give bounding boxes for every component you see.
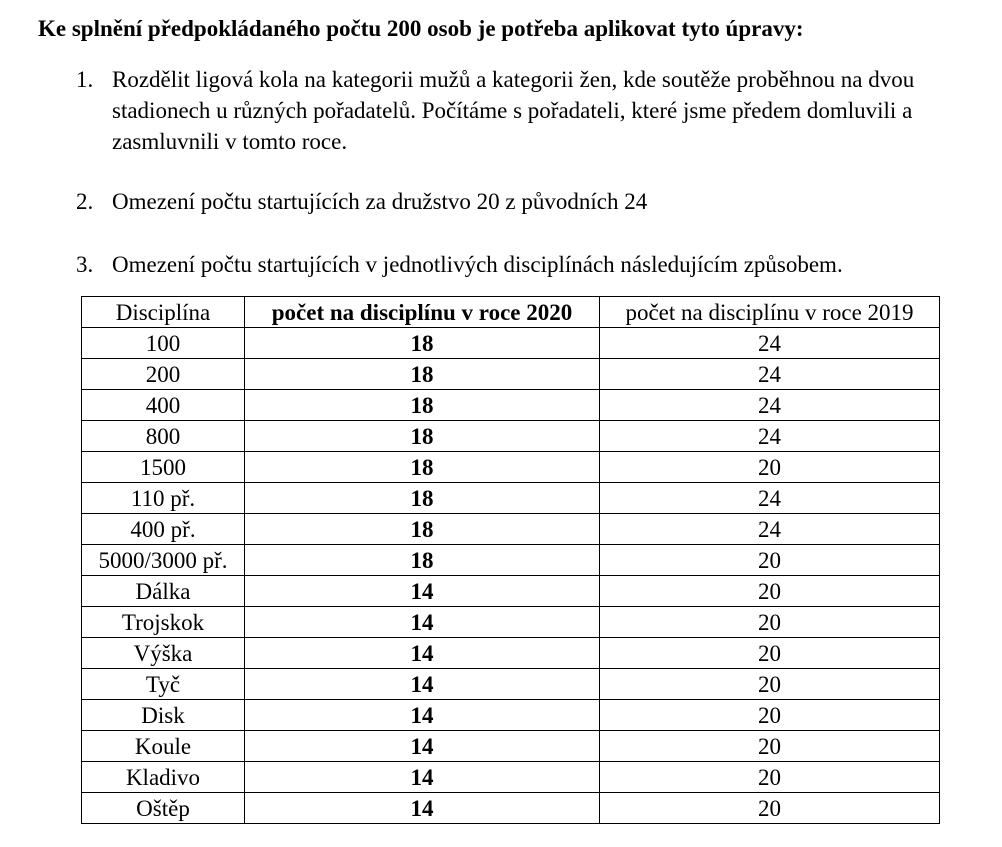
cell-count-2019: 20 xyxy=(600,700,940,731)
list-item-line: stadionech u různých pořadatelů. Počítáme s pořadateli, které jsme předem domluvili a xyxy=(112,98,913,123)
cell-discipline: 200 xyxy=(82,359,245,390)
cell-count-2020: 18 xyxy=(245,328,600,359)
list-item-line: Rozdělit ligová kola na kategorii mužů a kategorii žen, kde soutěže proběhnou na dvou xyxy=(112,67,915,92)
list-item-text xyxy=(112,186,997,217)
cell-count-2019: 24 xyxy=(600,514,940,545)
table-row xyxy=(82,483,940,514)
table-row xyxy=(82,576,940,607)
cell-discipline: Oštěp xyxy=(82,793,245,824)
list-item-line: zasmluvnili v tomto roce. xyxy=(112,129,348,154)
cell-count-2019: 20 xyxy=(600,793,940,824)
table-row xyxy=(82,669,940,700)
document-heading: Ke splnění předpokládaného počtu 200 osob je potřeba aplikovat tyto úpravy: xyxy=(38,16,804,41)
cell-discipline: 400 xyxy=(82,390,245,421)
list-item-number: 1. xyxy=(76,67,94,92)
cell-discipline: 1500 xyxy=(82,452,245,483)
list-item-text xyxy=(112,249,997,280)
list-item-line: Omezení počtu startujících v jednotlivých disciplínách následujícím způsobem. xyxy=(112,252,843,277)
cell-count-2020: 14 xyxy=(245,607,600,638)
discipline-table xyxy=(81,296,940,824)
cell-discipline: Dálka xyxy=(82,576,245,607)
table-row xyxy=(82,545,940,576)
table-row xyxy=(82,421,940,452)
cell-count-2020: 18 xyxy=(245,452,600,483)
table-row xyxy=(82,452,940,483)
cell-discipline: Disk xyxy=(82,700,245,731)
table-row xyxy=(82,700,940,731)
cell-count-2020: 14 xyxy=(245,762,600,793)
cell-discipline: Trojskok xyxy=(82,607,245,638)
cell-count-2019: 20 xyxy=(600,669,940,700)
list-item-number: 3. xyxy=(76,252,94,277)
cell-count-2020: 14 xyxy=(245,793,600,824)
cell-count-2019: 24 xyxy=(600,359,940,390)
header-count-2019: počet na disciplínu v roce 2019 xyxy=(600,297,940,328)
cell-count-2019: 20 xyxy=(600,638,940,669)
cell-count-2019: 24 xyxy=(600,328,940,359)
cell-count-2020: 14 xyxy=(245,731,600,762)
table-row xyxy=(82,328,940,359)
list-item-line: Omezení počtu startujících za družstvo 20 z původních 24 xyxy=(112,189,648,214)
list-item-text xyxy=(112,64,997,157)
cell-discipline: 800 xyxy=(82,421,245,452)
table-row xyxy=(82,793,940,824)
cell-count-2019: 20 xyxy=(600,731,940,762)
cell-count-2019: 20 xyxy=(600,762,940,793)
cell-count-2020: 18 xyxy=(245,359,600,390)
table-row xyxy=(82,607,940,638)
cell-count-2020: 14 xyxy=(245,700,600,731)
cell-count-2020: 14 xyxy=(245,576,600,607)
cell-count-2019: 24 xyxy=(600,421,940,452)
cell-count-2019: 20 xyxy=(600,607,940,638)
cell-discipline: Koule xyxy=(82,731,245,762)
cell-count-2020: 18 xyxy=(245,421,600,452)
header-count-2020: počet na disciplínu v roce 2020 xyxy=(245,297,600,328)
cell-count-2019: 20 xyxy=(600,545,940,576)
table-header-row xyxy=(82,297,940,328)
table-row xyxy=(82,762,940,793)
cell-count-2020: 18 xyxy=(245,390,600,421)
table-row xyxy=(82,638,940,669)
cell-count-2020: 18 xyxy=(245,545,600,576)
table-row xyxy=(82,359,940,390)
header-discipline: Disciplína xyxy=(82,297,245,328)
cell-discipline: Výška xyxy=(82,638,245,669)
cell-count-2019: 20 xyxy=(600,452,940,483)
cell-discipline: Tyč xyxy=(82,669,245,700)
cell-discipline: 5000/3000 př. xyxy=(82,545,245,576)
cell-count-2019: 24 xyxy=(600,483,940,514)
table-row xyxy=(82,514,940,545)
cell-count-2019: 20 xyxy=(600,576,940,607)
cell-discipline: 110 př. xyxy=(82,483,245,514)
cell-count-2020: 18 xyxy=(245,514,600,545)
table-row xyxy=(82,390,940,421)
cell-count-2020: 14 xyxy=(245,638,600,669)
table-row xyxy=(82,731,940,762)
table-body xyxy=(82,328,940,824)
cell-count-2019: 24 xyxy=(600,390,940,421)
cell-count-2020: 14 xyxy=(245,669,600,700)
cell-discipline: 100 xyxy=(82,328,245,359)
cell-discipline: Kladivo xyxy=(82,762,245,793)
list-item-number: 2. xyxy=(76,189,94,214)
cell-count-2020: 18 xyxy=(245,483,600,514)
cell-discipline: 400 př. xyxy=(82,514,245,545)
